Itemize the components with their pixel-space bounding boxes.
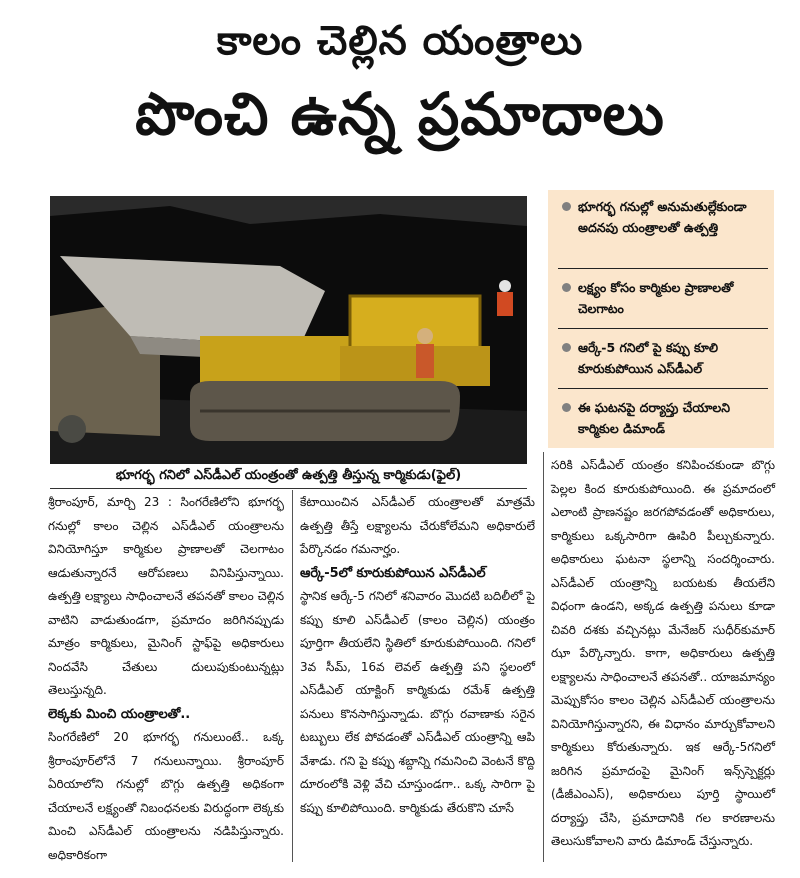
highlight-text: ఆర్కే-5 గనిలో పై కప్పు కూలి కూరుకుపోయిన ఎస్‌డీఎల్ (578, 340, 719, 376)
article-column-3 (551, 454, 775, 854)
bullet-icon (562, 202, 571, 211)
mining-machine-photo (50, 196, 527, 464)
highlights-box (548, 190, 774, 448)
article-subheading: ఆర్కే-5లో కూరుకుపోయిన ఎస్‌డీఎల్ (300, 565, 486, 581)
bullet-icon (562, 283, 571, 292)
highlight-text: ఈ ఘటనపై దర్యాప్తు చేయాలని కార్మికుల డిమాండ్ (578, 400, 730, 436)
mine-scene-illustration (50, 196, 527, 464)
highlight-divider (558, 328, 768, 329)
photo-caption: భూగర్భ గనిలో ఎస్‌డీఎల్ యంత్రంతో ఉత్పత్తి తీస్తున్న కార్మికుడు(ఫైల్) (115, 468, 462, 483)
article-paragraph: సింగరేణిలో 20 భూగర్భ గనులుంటే.. ఒక్క శ్రీరాంపూర్‌లోనే 7 గనులున్నాయి. శ్రీరాంపూర్ ఏరియాలోని గనుల్లో బొగ్గు ఉత్పత్తి అధికంగా చేయాలనే లక్ష్యంతో నిబంధనలకు విరుద్ధంగా లెక్కకు మించి ఎస్‌డీఎల్ యంత్రాలను నడిపిస్తున్నారు. అధికారికంగా (48, 730, 284, 862)
article-paragraph: శ్రీరాంపూర్, మార్చి 23 : సింగరేణిలోని భూగర్భ గనుల్లో కాలం చెల్లిన ఎస్‌డీఎల్ యంత్రాలను వినియోగిస్తూ కార్మికుల ప్రాణాలతో చెలగాటం ఆడుతున్నారనే ఆరోపణలు వినిపిస్తున్నాయి. ఉత్పత్తి లక్ష్యాలు సాధించాలనే తపనతో కాలం చెల్లిన వాటిని వాడుతుండగా, ప్రమాదం జరిగినప్పుడు మాత్రం కార్మికులు, మైనింగ్ స్టాఫ్‌పై అధికారులు నిందవేసి చేతులు దులుపుకుంటున్నట్లు తెలుస్తున్నది. (48, 495, 284, 697)
bullet-icon (562, 403, 571, 412)
article-paragraph: స్థానిక ఆర్కే-5 గనిలో శనివారం మొదటి బదిలీలో పై కప్పు కూలి ఎస్‌డీఎల్ (కాలం చెల్లిన) యంత్రం పూర్తిగా తీయలేని స్థితిలో కూరుకుపోయింది. గనిలో 3వ సీమ్, 16వ లెవల్ ఉత్పత్తి పని స్థలంలో ఎస్‌డీఎల్ యాక్టింగ్ కార్మికుడు రమేశ్ ఉత్పత్తి పనులు కొనసాగిస్తున్నాడు. బొగ్గు రవాణాకు సరైన టబ్బులు లేక పోవడంతో ఎస్‌డీఎల్ యంత్రాన్ని ఆపి వేశాడు. గని పై కప్పు శబ్దాన్ని గమనించి వెంటనే కొద్ది దూరంలోకి వెళ్లి వేచి చూస్తుండగా.. ఒక్క సారిగా పై కప్పు కూలిపోయింది. కార్మికుడు తేరుకొని చూసే (300, 589, 535, 815)
article-column-2 (300, 491, 535, 820)
article-paragraph: కేటాయించిన ఎస్‌డీఎల్ యంత్రాలతో మాత్రమే ఉత్పత్తి తీస్తే లక్ష్యాలను చేరుకోలేమని అధికారులే పేర్కొనడం గమనార్హం. (300, 495, 535, 556)
headline-line1: కాలం చెల్లిన యంత్రాలు (216, 18, 584, 64)
highlight-text: లక్ష్యం కోసం కార్మికుల ప్రాణాలతో చెలగాటం (578, 280, 734, 316)
column-divider (543, 452, 544, 862)
article-column-1 (48, 491, 284, 867)
article-paragraph: సరికి ఎస్‌డీఎల్ యంత్రం కనిపించకుండా బొగ్గు పెల్లల కింద కూరుకుపోయింది. ఈ ప్రమాదంలో ఎలాంటి ప్రాణనష్టం జరగపోవడంతో అధికారులు, కార్మికులు ఒక్కసారిగా ఊపిరి పీల్చుకున్నారు. అధికారులు ఘటనా స్థలాన్ని సందర్శించారు. ఎస్‌డీఎల్ యంత్రాన్ని బయటకు తీయలేని విధంగా ఉండని, అక్కడ ఉత్పత్తి పనులు కూడా చివరి దశకు వచ్చినట్లు మేనేజర్ సుధీర్‌కుమార్ ఝా పేర్కొన్నారు. కాగా, అధికారులు ఉత్పత్తి లక్ష్యాలను సాధించాలనే తపనతో.. యాజమాన్యం మెప్పుకోసం కాలం చెల్లిన ఎస్‌డీఎల్ యంత్రాలను వినియోగిస్తున్నారని, ఈ విధానం మార్చుకోవాలని కార్మికులు కోరుతున్నారు. ఇక ఆర్కే-5గనిలో జరిగిన ప్రమాదంపై మైనింగ్ ఇన్స్‌స్పెక్టర్లు (డీజీఎంఎస్), అధికారులు పూర్తి స్థాయిలో దర్యాప్తు చేసి, ప్రమాదానికి గల కారణాలను తెలుసుకోవాలని వారు డిమాండ్ చేస్తున్నారు. (551, 458, 775, 848)
article-subheading: లెక్కకు మించి యంత్రాలతో.. (48, 706, 191, 722)
highlight-text: భూగర్భ గనుల్లో అనుమతుల్లేకుండా అదనపు యంత్రాలతో ఉత్పత్తి (578, 199, 747, 235)
highlight-divider (558, 388, 768, 389)
bullet-icon (562, 343, 571, 352)
caption-divider (50, 488, 527, 489)
column-divider (292, 490, 293, 862)
headline-line2: పొంచి ఉన్న ప్రమాదాలు (135, 80, 665, 148)
highlight-divider (558, 268, 768, 269)
